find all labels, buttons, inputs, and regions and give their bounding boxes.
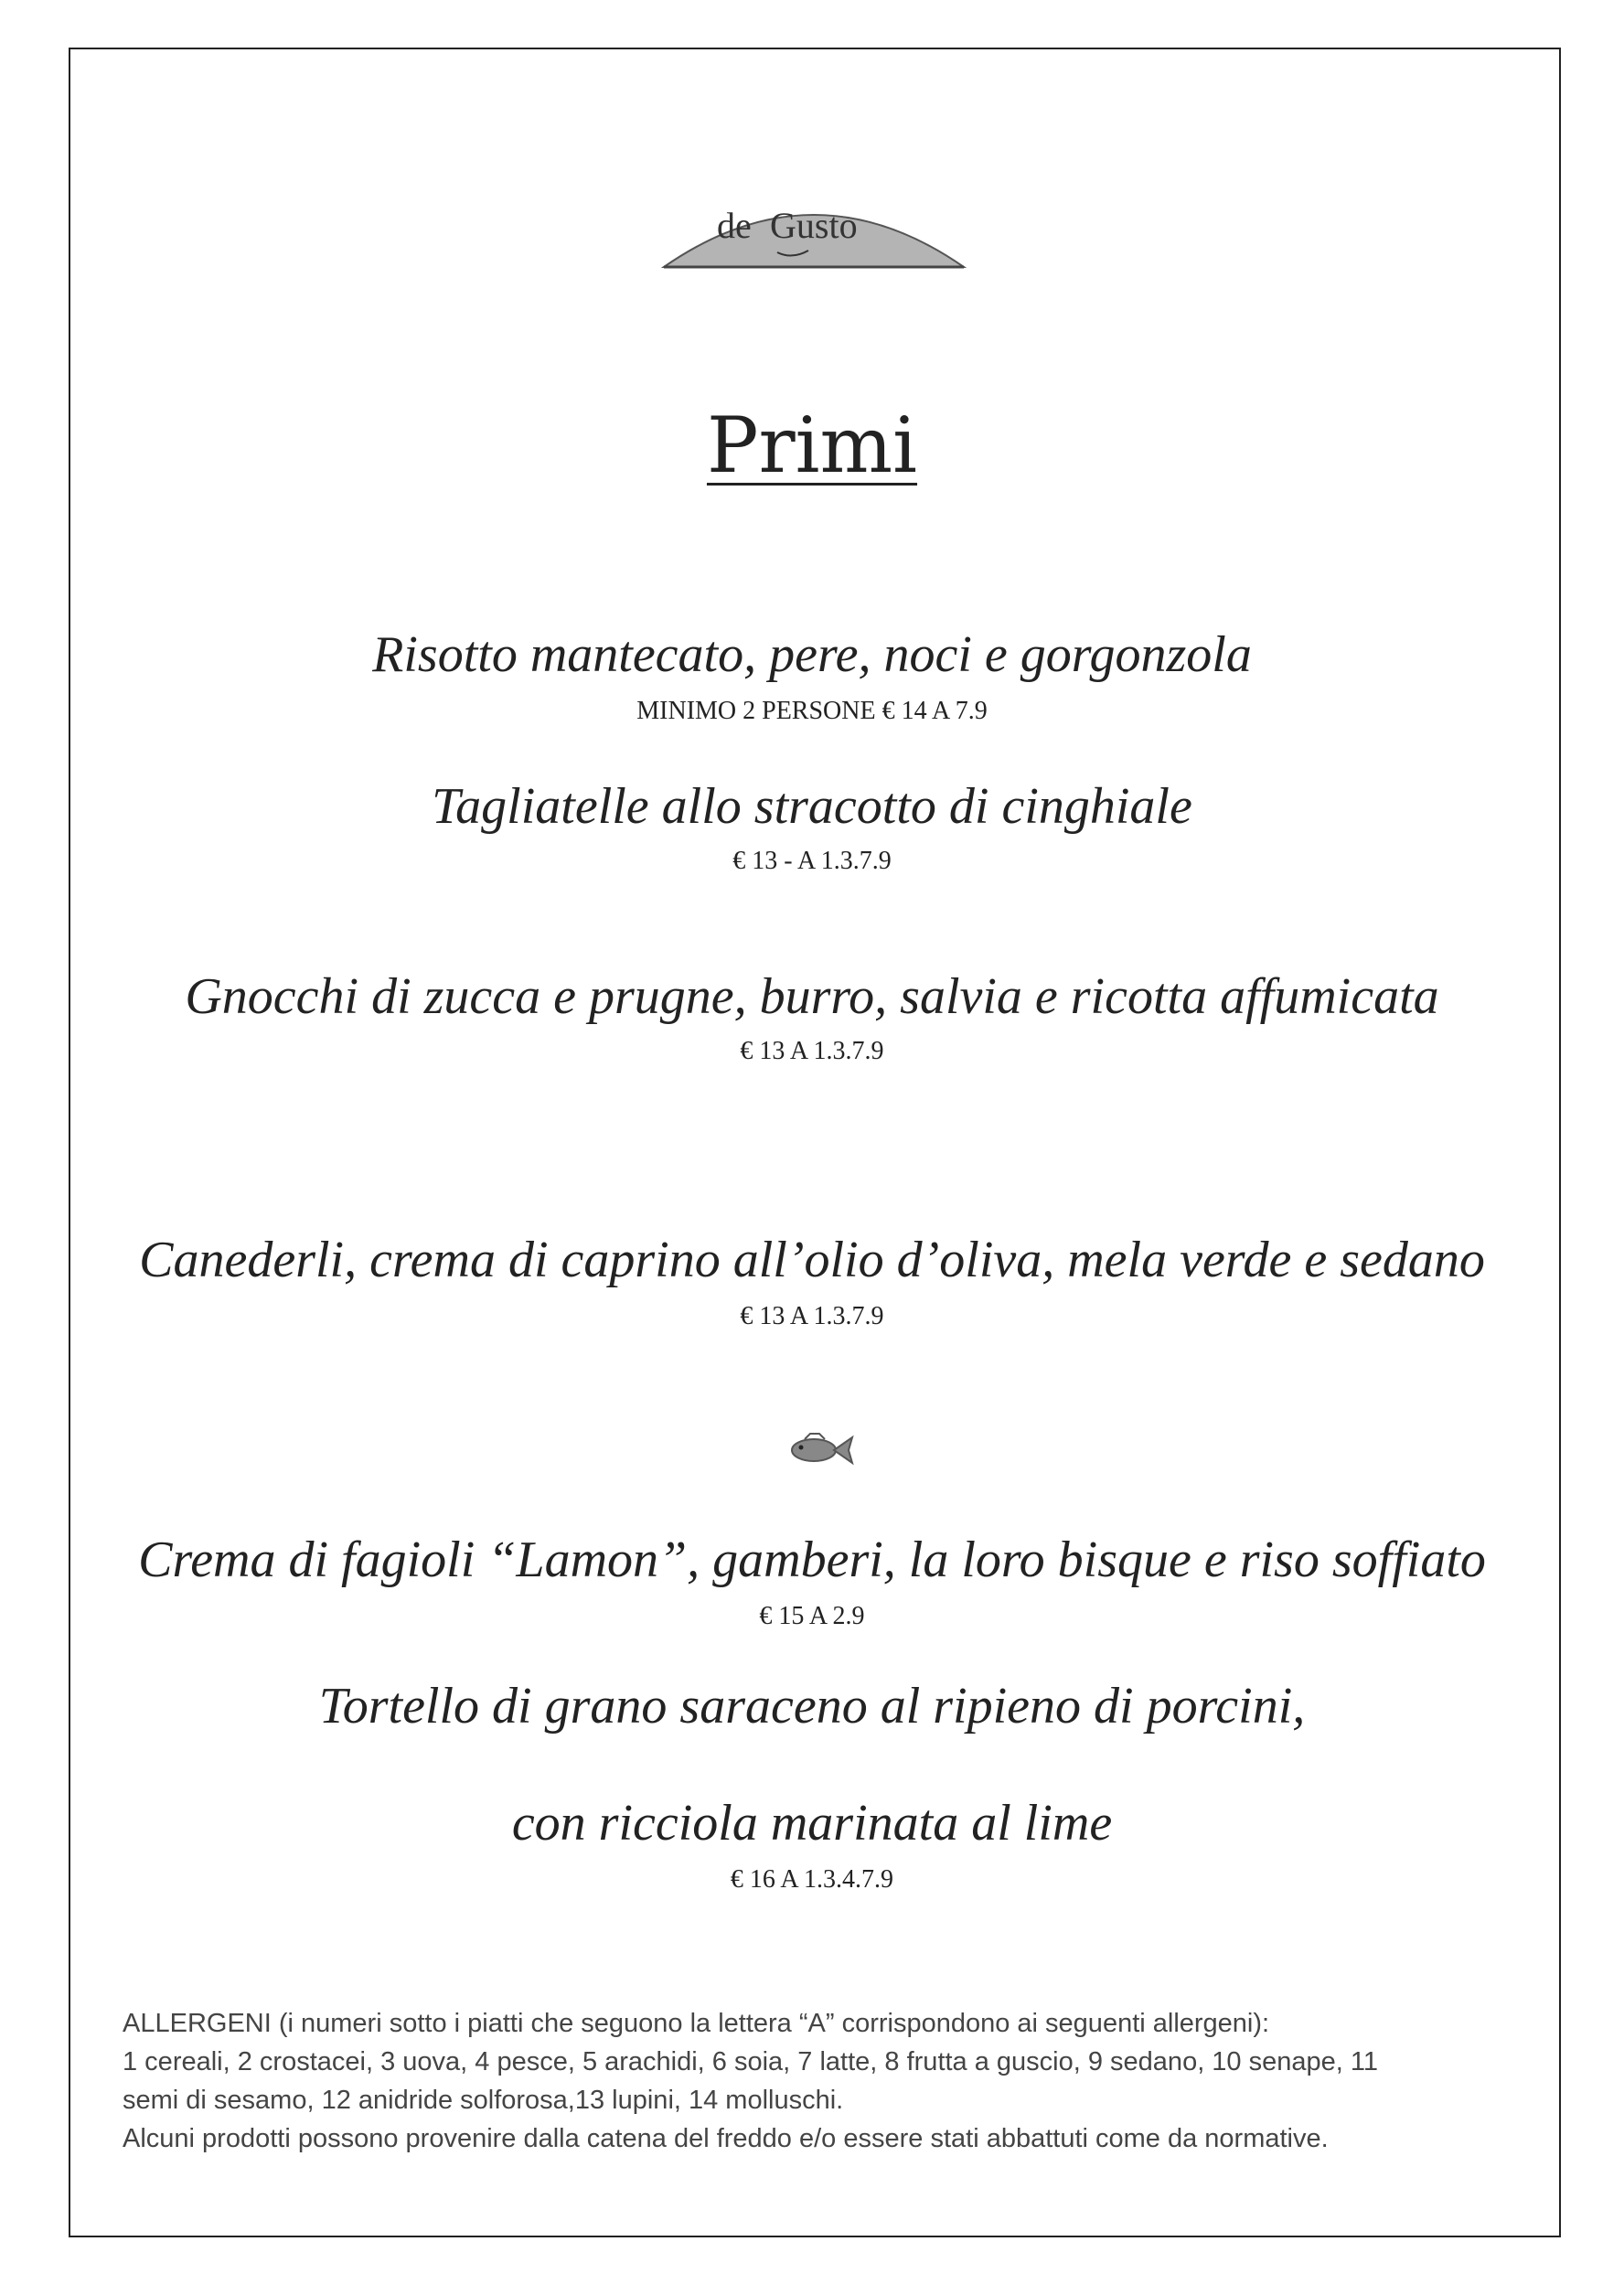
dish-name: Tagliatelle allo stracotto di cinghiale bbox=[432, 778, 1192, 835]
dish-name: Risotto mantecato, pere, noci e gorgonzola bbox=[372, 626, 1252, 683]
allergens-line: 1 cereali, 2 crostacei, 3 uova, 4 pesce, 5 arachidi, 6 soia, 7 latte, 8 frutta a guscio, 9 sedano, 10 senape, 11 bbox=[123, 2047, 1378, 2076]
logo-text-de: de bbox=[717, 205, 752, 246]
dish-price: € 13 A 1.3.7.9 bbox=[740, 1302, 884, 1330]
dish-name-line2: con ricciola marinata al lime bbox=[511, 1795, 1113, 1852]
degusto-logo bbox=[660, 172, 967, 272]
dish-name: Canederli, crema di caprino all’olio d’oliva, mela verde e sedano bbox=[139, 1232, 1485, 1288]
logo-text-gusto: Gusto bbox=[770, 205, 858, 246]
dish-name: Gnocchi di zucca e prugne, burro, salvia e ricotta affumicata bbox=[185, 968, 1439, 1025]
dish-name: Tortello di grano saraceno al ripieno di porcini, bbox=[318, 1678, 1306, 1735]
dish-price: € 16 A 1.3.4.7.9 bbox=[730, 1865, 894, 1894]
dish-price: € 13 A 1.3.7.9 bbox=[740, 1037, 884, 1065]
allergens-line: ALLERGENI (i numeri sotto i piatti che seguono la lettera “A” corrispondono ai seguenti allergeni): bbox=[123, 2009, 1270, 2038]
dish-price: MINIMO 2 PERSONE € 14 A 7.9 bbox=[636, 697, 988, 725]
dish-price: € 15 A 2.9 bbox=[759, 1602, 865, 1630]
menu-frame bbox=[69, 48, 1561, 2237]
dish-price: € 13 - A 1.3.7.9 bbox=[732, 847, 892, 875]
page-title: Primi bbox=[706, 400, 918, 490]
dish-name: Crema di fagioli “Lamon”, gamberi, la loro bisque e riso soffiato bbox=[138, 1532, 1486, 1588]
allergens-line: Alcuni prodotti possono provenire dalla catena del freddo e/o essere stati abbattuti come da normative. bbox=[123, 2124, 1329, 2153]
allergens-line: semi di sesamo, 12 anidride solforosa,13 lupini, 14 molluschi. bbox=[123, 2086, 844, 2115]
allergens-note bbox=[123, 2004, 1549, 2158]
fish-icon bbox=[783, 1430, 856, 1470]
